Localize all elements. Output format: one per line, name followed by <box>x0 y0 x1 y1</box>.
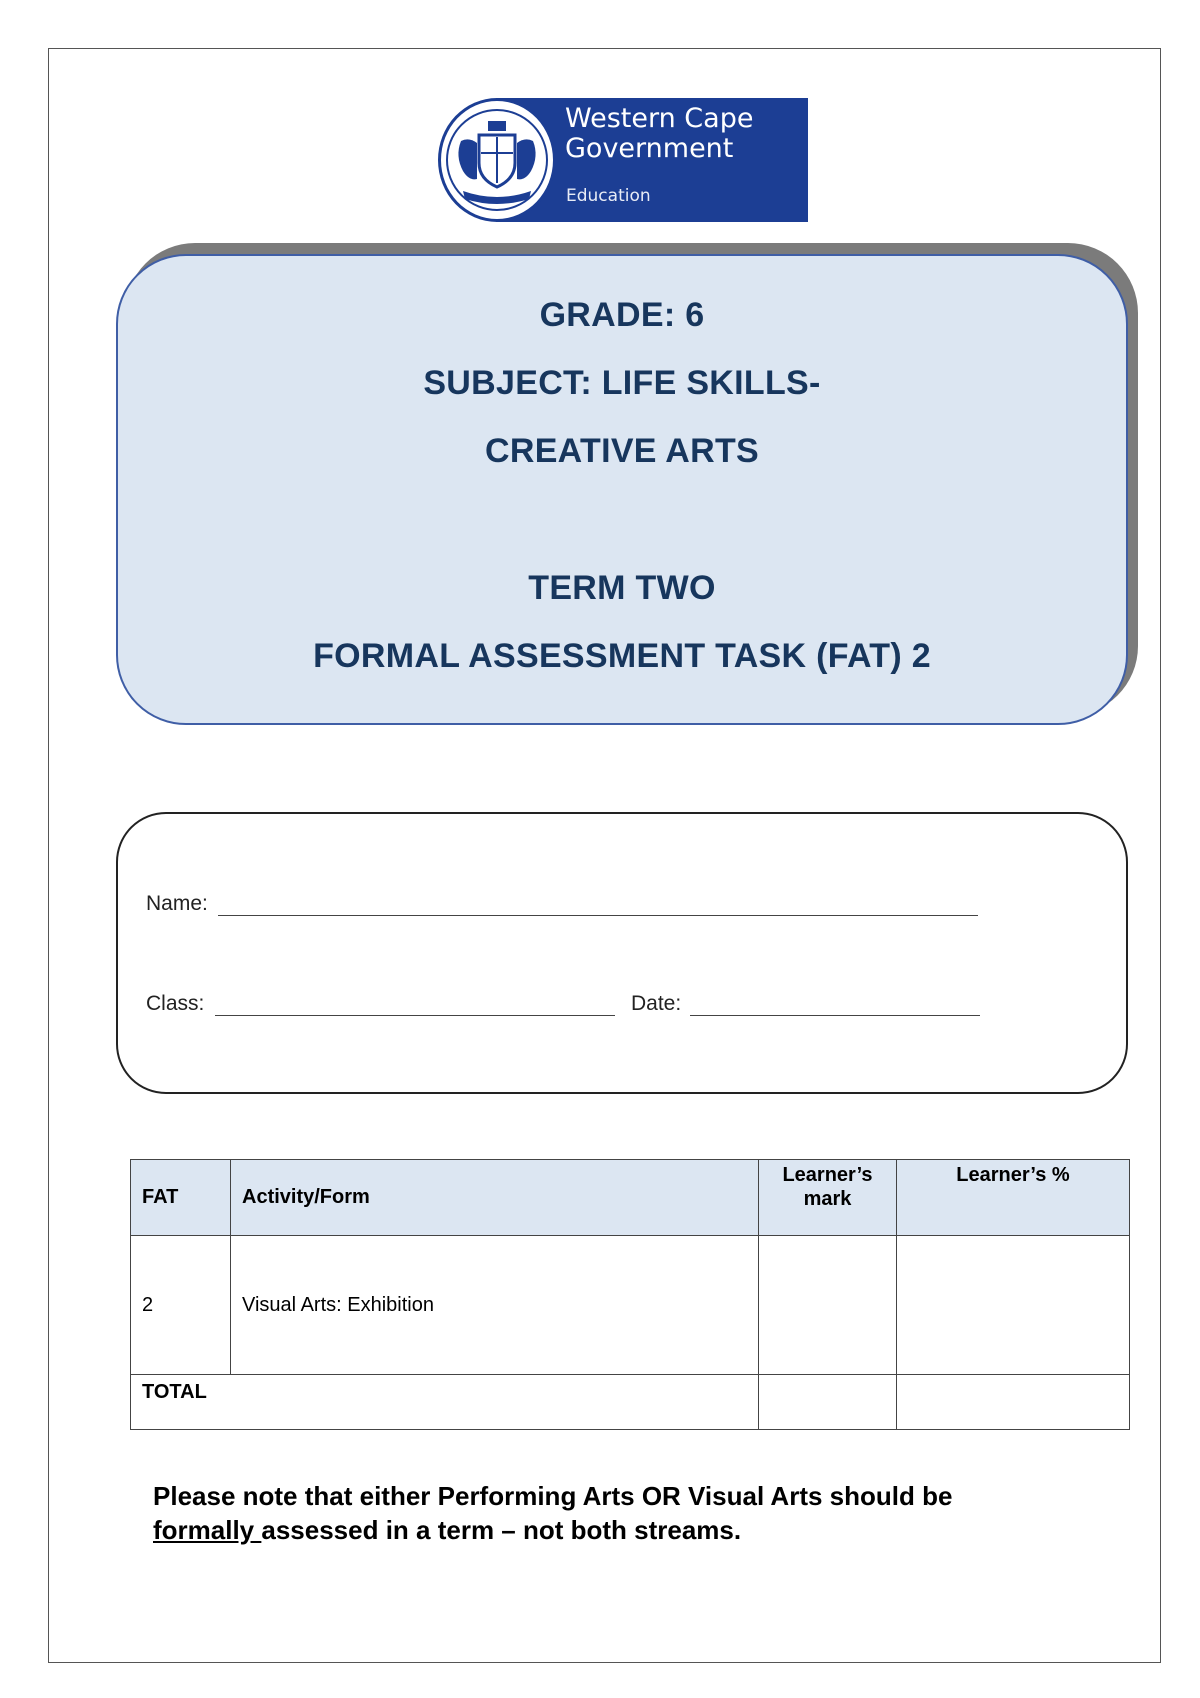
note-underlined-word: formally <box>153 1515 262 1545</box>
date-field[interactable] <box>690 1015 980 1016</box>
subject-heading-line2: CREATIVE ARTS <box>484 432 760 470</box>
table-total-row <box>131 1375 1130 1430</box>
total-learner-percent[interactable] <box>897 1375 1130 1430</box>
header-fat: FAT <box>131 1160 231 1236</box>
note-line1: Please note that either Performing Arts OR Visual Arts should be <box>153 1481 953 1511</box>
task-heading: FORMAL ASSESSMENT TASK (FAT) 2 <box>313 637 931 675</box>
table-row <box>131 1236 1130 1375</box>
term-heading: TERM TWO <box>528 569 716 607</box>
table-header-row <box>131 1160 1130 1236</box>
assessment-table <box>130 1159 1130 1430</box>
note-line2: assessed in a term – not both streams. <box>261 1515 742 1545</box>
header-learner-percent: Learner’s % <box>897 1160 1130 1236</box>
class-field[interactable] <box>215 1015 615 1016</box>
learner-details-box <box>116 812 1128 1094</box>
total-learner-mark[interactable] <box>759 1375 897 1430</box>
logo-department: Education <box>566 186 651 206</box>
title-box <box>116 254 1128 725</box>
logo-org-line2: Government <box>565 133 734 164</box>
class-label: Class: <box>146 992 205 1015</box>
cell-fat: 2 <box>131 1236 231 1375</box>
subject-heading-line1: SUBJECT: LIFE SKILLS- <box>423 364 821 402</box>
cell-learner-mark[interactable] <box>759 1236 897 1375</box>
name-label: Name: <box>146 892 208 915</box>
assessment-note <box>153 1479 1083 1547</box>
coat-of-arms-icon <box>438 98 556 222</box>
header-learner-mark: Learner’s mark <box>759 1160 897 1236</box>
western-cape-government-logo <box>438 98 808 222</box>
date-label: Date: <box>631 992 682 1015</box>
name-field[interactable] <box>218 915 978 916</box>
cell-learner-percent[interactable] <box>897 1236 1130 1375</box>
header-activity: Activity/Form <box>231 1160 759 1236</box>
total-label: TOTAL <box>131 1375 759 1430</box>
grade-heading: GRADE: 6 <box>539 296 705 334</box>
logo-org-line1: Western Cape <box>565 103 754 134</box>
logo-org-name <box>565 104 805 164</box>
cell-activity: Visual Arts: Exhibition <box>231 1236 759 1375</box>
